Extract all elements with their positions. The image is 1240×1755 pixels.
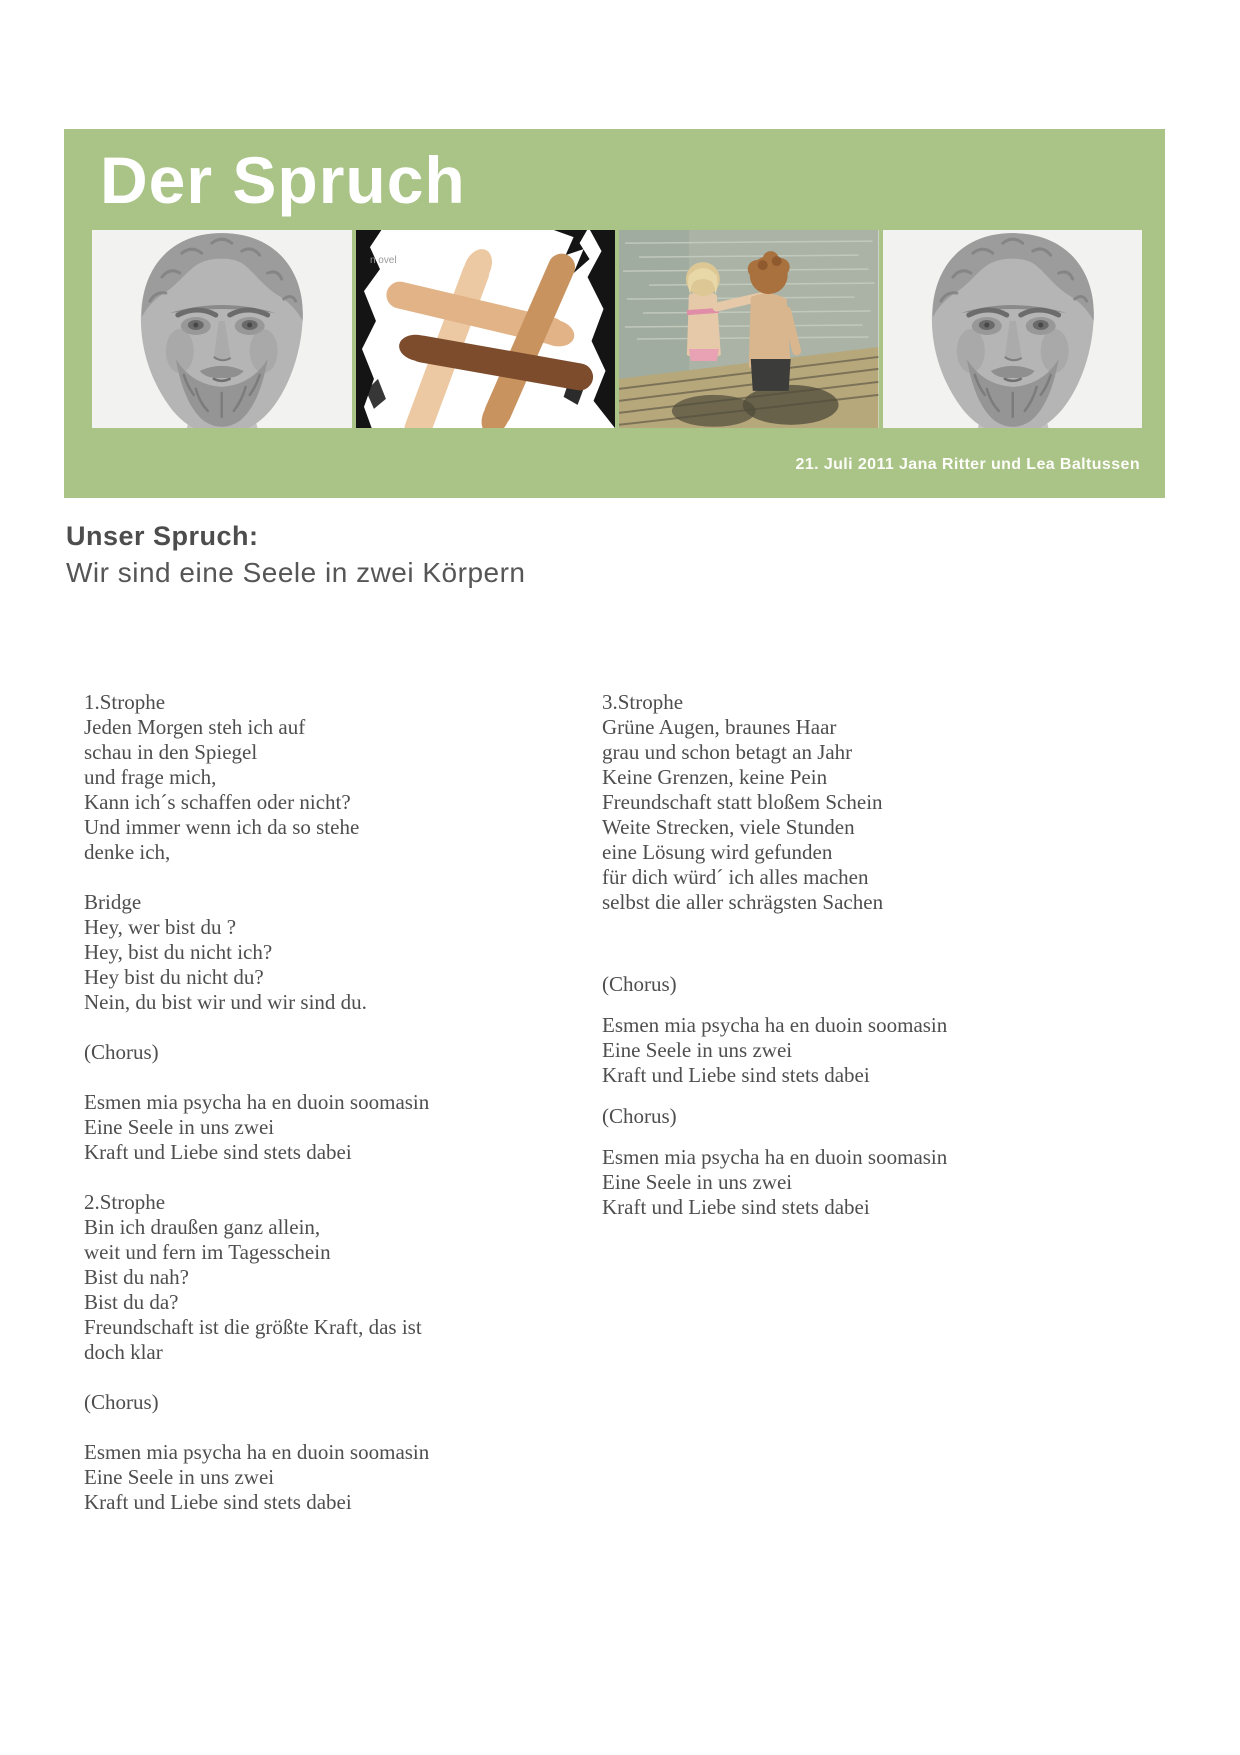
- lyrics-column-right: [602, 690, 1112, 1220]
- page-title: Der Spruch: [100, 142, 466, 217]
- spruch-section: [66, 521, 525, 589]
- lyrics-line: (Chorus): [84, 1040, 159, 1064]
- lyrics-block: [84, 890, 574, 1015]
- lyrics-line: Eine Seele in uns zwei: [84, 1115, 275, 1139]
- lyrics-line: Esmen mia psycha ha en duoin soomasin: [84, 1090, 430, 1114]
- lyrics-line: 3.Strophe: [602, 690, 684, 714]
- lyrics-spacer: [602, 931, 1112, 956]
- lyrics-line: (Chorus): [84, 1390, 159, 1414]
- lyrics-line: weit und fern im Tagesschein: [84, 1240, 331, 1264]
- lyrics-block: [84, 690, 574, 865]
- lyrics-line: doch klar: [84, 1340, 163, 1364]
- linked-hands-photo: [356, 230, 616, 428]
- lyrics-block: [84, 1090, 574, 1165]
- lyrics-block: [84, 1390, 574, 1415]
- lyrics-line: Eine Seele in uns zwei: [84, 1465, 275, 1489]
- lyrics-line: und frage mich,: [84, 765, 217, 789]
- lyrics-line: 2.Strophe: [84, 1190, 166, 1214]
- lyrics-block: [602, 1145, 1112, 1220]
- lyrics-line: Bist du nah?: [84, 1265, 189, 1289]
- lyrics-line: Freundschaft statt bloßem Schein: [602, 790, 883, 814]
- lyrics-block: [84, 1190, 574, 1365]
- lyrics-block: [602, 1104, 1112, 1129]
- lyrics-line: Eine Seele in uns zwei: [602, 1170, 793, 1194]
- lyrics-line: denke ich,: [84, 840, 171, 864]
- header-banner: [64, 129, 1165, 498]
- lyrics-line: für dich würd´ ich alles machen: [602, 865, 869, 889]
- byline: 21. Juli 2011 Jana Ritter und Lea Baltussen: [795, 456, 1140, 473]
- lyrics-column-left: [84, 690, 574, 1515]
- lyrics-line: Kraft und Liebe sind stets dabei: [84, 1140, 352, 1164]
- lyrics-line: selbst die aller schrägsten Sachen: [602, 890, 884, 914]
- lyrics-block: [602, 690, 1112, 915]
- lyrics-line: Bridge: [84, 890, 142, 914]
- svg-text:n ovel: n ovel: [369, 255, 397, 267]
- lyrics-line: Hey, bist du nicht ich?: [84, 940, 273, 964]
- spruch-quote: Wir sind eine Seele in zwei Körpern: [66, 557, 526, 588]
- lyrics-block: [84, 1040, 574, 1065]
- lyrics-line: Weite Strecken, viele Stunden: [602, 815, 855, 839]
- lyrics-line: Hey bist du nicht du?: [84, 965, 264, 989]
- lyrics-line: Hey, wer bist du ?: [84, 915, 237, 939]
- aristotle-bust-photo: [92, 230, 352, 428]
- lyrics-line: grau und schon betagt an Jahr: [602, 740, 853, 764]
- lyrics-block: [602, 1013, 1112, 1088]
- children-on-dock-photo: [619, 230, 879, 428]
- lyrics-line: Kraft und Liebe sind stets dabei: [602, 1063, 870, 1087]
- lyrics-line: eine Lösung wird gefunden: [602, 840, 833, 864]
- lyrics-line: Und immer wenn ich da so stehe: [84, 815, 360, 839]
- lyrics-line: 1.Strophe: [84, 690, 166, 714]
- lyrics-line: Bist du da?: [84, 1290, 179, 1314]
- aristotle-bust-photo-2: [883, 230, 1143, 428]
- lyrics-block: [602, 972, 1112, 997]
- lyrics-line: Nein, du bist wir und wir sind du.: [84, 990, 367, 1014]
- spruch-heading: Unser Spruch:: [66, 521, 259, 551]
- lyrics-line: Kraft und Liebe sind stets dabei: [602, 1195, 870, 1219]
- lyrics-line: Kann ich´s schaffen oder nicht?: [84, 790, 351, 814]
- lyrics-line: Esmen mia psycha ha en duoin soomasin: [602, 1145, 948, 1169]
- lyrics-line: Esmen mia psycha ha en duoin soomasin: [602, 1013, 948, 1037]
- lyrics-line: Grüne Augen, braunes Haar: [602, 715, 837, 739]
- lyrics-block: [84, 1440, 574, 1515]
- lyrics-line: Keine Grenzen, keine Pein: [602, 765, 828, 789]
- lyrics-line: schau in den Spiegel: [84, 740, 258, 764]
- lyrics-line: (Chorus): [602, 1104, 677, 1128]
- lyrics-line: Freundschaft ist die größte Kraft, das ist: [84, 1315, 422, 1339]
- lyrics-line: Esmen mia psycha ha en duoin soomasin: [84, 1440, 430, 1464]
- lyrics-line: Bin ich draußen ganz allein,: [84, 1215, 321, 1239]
- lyrics-line: Kraft und Liebe sind stets dabei: [84, 1490, 352, 1514]
- lyrics-line: (Chorus): [602, 972, 677, 996]
- lyrics-line: Eine Seele in uns zwei: [602, 1038, 793, 1062]
- photo-strip: [92, 230, 1142, 428]
- lyrics-line: Jeden Morgen steh ich auf: [84, 715, 306, 739]
